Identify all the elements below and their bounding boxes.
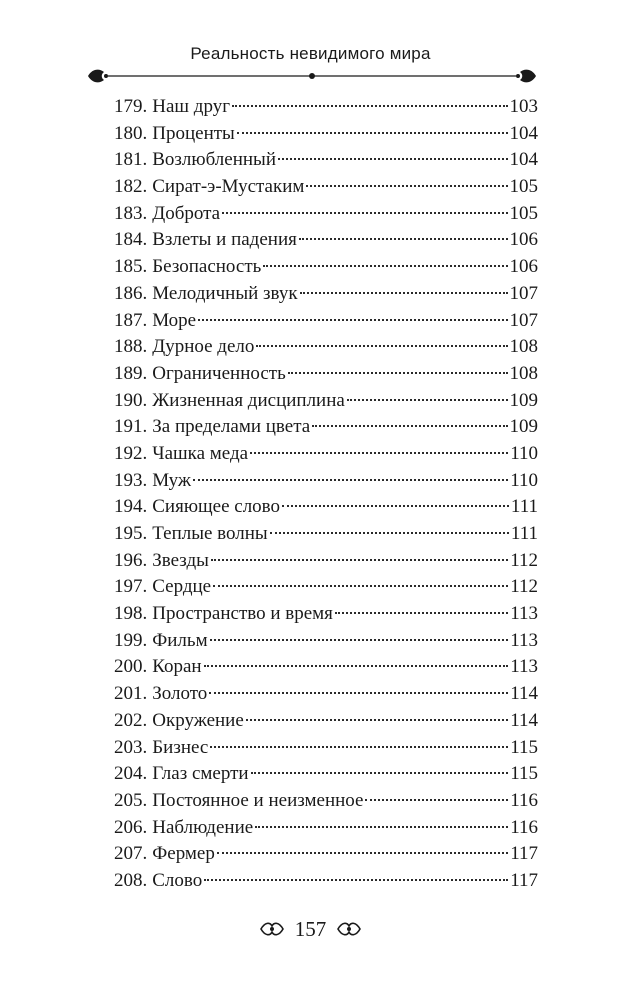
- dot-leader: [256, 345, 507, 347]
- toc-entry-title: Золото: [152, 683, 208, 705]
- toc-entry-title: Теплые волны: [152, 523, 268, 544]
- toc-entry-title: Чашка меда: [152, 442, 249, 464]
- toc-entry-title: Коран: [152, 656, 202, 678]
- toc-entry-title: Постоянное и неизменное: [152, 789, 364, 811]
- toc-entry-page: 113: [510, 656, 538, 678]
- toc-entry-number: 187.: [114, 309, 148, 331]
- toc-entry-number: 186.: [114, 282, 148, 304]
- table-of-contents: [114, 94, 538, 895]
- toc-entry-title: Море: [152, 309, 197, 331]
- toc-entry-number: 196.: [114, 549, 148, 571]
- toc-entry-title: Наш друг: [152, 96, 230, 117]
- toc-entry-number: 207.: [114, 843, 148, 865]
- dot-leader: [288, 372, 508, 374]
- toc-entry-title: Наблюдение: [152, 816, 254, 838]
- toc-entry-page: 106: [509, 229, 538, 251]
- dot-leader: [263, 265, 507, 267]
- dot-leader: [306, 185, 507, 187]
- toc-entry-page: 104: [509, 122, 538, 144]
- toc-entry-number: 192.: [114, 442, 148, 464]
- toc-entry-title: Безопасность: [152, 256, 262, 278]
- dot-leader: [282, 505, 509, 507]
- toc-entry-title: Пространство и время: [152, 603, 333, 625]
- toc-entry[interactable]: [114, 281, 538, 308]
- toc-entry-title: Доброта: [152, 202, 221, 224]
- toc-entry-page: 106: [509, 256, 538, 278]
- toc-entry-number: 202.: [114, 709, 148, 731]
- page-number: 157: [294, 916, 327, 941]
- dot-leader: [213, 585, 508, 587]
- toc-entry-page: 110: [510, 442, 538, 464]
- toc-entry-number: 191.: [114, 416, 148, 438]
- toc-entry-page: 115: [510, 736, 538, 758]
- toc-entry-title: Взлеты и падения: [152, 229, 297, 251]
- toc-entry[interactable]: [114, 147, 538, 174]
- toc-entry[interactable]: [114, 468, 538, 495]
- toc-entry-title: Ограниченность: [152, 362, 286, 384]
- toc-entry-page: 113: [510, 603, 538, 625]
- running-title: Реальность невидимого мира: [190, 44, 431, 63]
- toc-entry-page: 109: [509, 389, 538, 411]
- toc-entry-page: 110: [510, 469, 538, 491]
- toc-entry-page: 112: [510, 549, 538, 571]
- toc-entry-page: 108: [509, 362, 538, 384]
- toc-entry-title: Сердце: [152, 576, 212, 598]
- toc-entry[interactable]: [114, 708, 538, 735]
- toc-entry-page: 117: [510, 843, 538, 865]
- toc-entry-page: 114: [510, 683, 538, 705]
- toc-entry-title: Звезды: [152, 549, 209, 571]
- toc-entry-number: 184.: [114, 229, 148, 251]
- dot-leader: [365, 799, 508, 801]
- toc-entry-number: 205.: [114, 789, 148, 811]
- toc-entry-number: 183.: [114, 202, 148, 224]
- toc-entry[interactable]: [114, 601, 538, 628]
- toc-entry[interactable]: [114, 761, 538, 788]
- fleuron-right-icon: [336, 920, 362, 938]
- toc-entry[interactable]: [114, 121, 538, 148]
- toc-entry-title: Проценты: [152, 122, 235, 144]
- toc-entry[interactable]: [114, 254, 538, 281]
- toc-entry[interactable]: [114, 308, 538, 335]
- toc-entry[interactable]: [114, 361, 538, 388]
- toc-entry-title: Сират-э-Мустаким: [152, 176, 305, 198]
- dot-leader: [278, 158, 508, 160]
- toc-entry[interactable]: [114, 201, 538, 228]
- toc-entry-number: 203.: [114, 736, 148, 758]
- dot-leader: [251, 772, 509, 774]
- toc-entry-number: 200.: [114, 656, 148, 678]
- toc-entry-title: Окружение: [152, 709, 244, 731]
- dot-leader: [217, 852, 508, 854]
- dot-leader: [211, 559, 508, 561]
- toc-entry-page: 111: [510, 496, 538, 518]
- toc-entry[interactable]: [114, 815, 538, 842]
- toc-entry-title: Жизненная дисциплина: [152, 389, 345, 411]
- dot-leader: [237, 132, 508, 134]
- page-footer: [0, 914, 621, 944]
- dot-leader: [335, 612, 508, 614]
- toc-entry-page: 116: [510, 816, 538, 838]
- toc-entry-page: 114: [510, 709, 538, 731]
- dot-leader: [250, 452, 508, 454]
- toc-entry[interactable]: [114, 521, 538, 548]
- toc-entry-title: Возлюбленный: [152, 149, 276, 171]
- toc-entry[interactable]: [114, 628, 538, 655]
- toc-entry-number: 204.: [114, 763, 148, 785]
- toc-entry-number: 190.: [114, 389, 148, 411]
- leaf-ornament-right-icon: [516, 70, 536, 83]
- toc-entry-title: Бизнес: [152, 736, 209, 758]
- dot-leader: [204, 665, 509, 667]
- center-dot-icon: [309, 73, 315, 79]
- toc-entry[interactable]: [114, 334, 538, 361]
- toc-entry-number: 195.: [114, 523, 148, 544]
- toc-entry-page: 116: [510, 789, 538, 811]
- toc-entry-number: 199.: [114, 629, 148, 651]
- toc-entry-title: Дурное дело: [152, 336, 255, 358]
- header-ornament-rule: [86, 64, 538, 88]
- dot-leader: [210, 746, 508, 748]
- toc-entry-number: 193.: [114, 469, 148, 491]
- dot-leader: [312, 425, 507, 427]
- toc-entry-number: 208.: [114, 869, 148, 891]
- toc-entry-page: 113: [510, 629, 538, 651]
- toc-entry-page: 111: [510, 523, 538, 544]
- toc-entry-title: За пределами цвета: [152, 416, 311, 438]
- toc-entry-page: 108: [509, 336, 538, 358]
- toc-entry-title: Фермер: [152, 843, 215, 865]
- toc-entry-number: 179.: [114, 96, 148, 117]
- toc-entry-page: 105: [509, 176, 538, 198]
- toc-entry-number: 189.: [114, 362, 148, 384]
- toc-entry[interactable]: [114, 735, 538, 762]
- toc-entry-number: 201.: [114, 683, 148, 705]
- dot-leader: [232, 105, 508, 107]
- toc-entry[interactable]: [114, 94, 538, 121]
- dot-leader: [347, 399, 508, 401]
- toc-entry-number: 194.: [114, 496, 148, 518]
- dot-leader: [209, 692, 508, 694]
- toc-entry[interactable]: [114, 841, 538, 868]
- toc-entry-number: 198.: [114, 603, 148, 625]
- dot-leader: [204, 879, 508, 881]
- toc-entry-title: Муж: [152, 469, 192, 491]
- toc-entry-page: 109: [509, 416, 538, 438]
- toc-entry[interactable]: [114, 574, 538, 601]
- toc-entry[interactable]: [114, 227, 538, 254]
- toc-entry-number: 181.: [114, 149, 148, 171]
- toc-entry-title: Мелодичный звук: [152, 282, 298, 304]
- toc-entry-number: 197.: [114, 576, 148, 598]
- leaf-ornament-left-icon: [88, 70, 108, 83]
- toc-entry-number: 182.: [114, 176, 148, 198]
- toc-entry[interactable]: [114, 494, 538, 521]
- dot-leader: [299, 238, 508, 240]
- toc-entry-page: 105: [509, 202, 538, 224]
- dot-leader: [246, 719, 508, 721]
- toc-entry[interactable]: [114, 441, 538, 468]
- toc-entry[interactable]: [114, 388, 538, 415]
- toc-entry-page: 107: [509, 309, 538, 331]
- dot-leader: [210, 639, 509, 641]
- toc-entry[interactable]: [114, 681, 538, 708]
- toc-entry-title: Слово: [152, 869, 203, 891]
- toc-entry-number: 206.: [114, 816, 148, 838]
- toc-entry[interactable]: [114, 868, 538, 895]
- toc-entry-page: 107: [509, 282, 538, 304]
- fleuron-left-icon: [259, 920, 285, 938]
- toc-entry-page: 104: [509, 149, 538, 171]
- dot-leader: [222, 212, 507, 214]
- toc-entry-page: 103: [509, 96, 538, 117]
- dot-leader: [198, 319, 507, 321]
- toc-entry[interactable]: [114, 548, 538, 575]
- toc-entry[interactable]: [114, 414, 538, 441]
- toc-entry-title: Сияющее слово: [152, 496, 281, 518]
- toc-entry-number: 185.: [114, 256, 148, 278]
- dot-leader: [255, 826, 508, 828]
- toc-entry-number: 188.: [114, 336, 148, 358]
- toc-entry-page: 115: [510, 763, 538, 785]
- toc-entry-number: 180.: [114, 122, 148, 144]
- dot-leader: [193, 479, 508, 481]
- dot-leader: [300, 292, 508, 294]
- toc-entry-title: Фильм: [152, 629, 208, 651]
- toc-entry[interactable]: [114, 174, 538, 201]
- toc-entry-title: Глаз смерти: [152, 763, 249, 785]
- toc-entry[interactable]: [114, 788, 538, 815]
- toc-entry[interactable]: [114, 654, 538, 681]
- toc-entry-page: 117: [510, 869, 538, 891]
- dot-leader: [270, 532, 509, 534]
- toc-entry-page: 112: [510, 576, 538, 598]
